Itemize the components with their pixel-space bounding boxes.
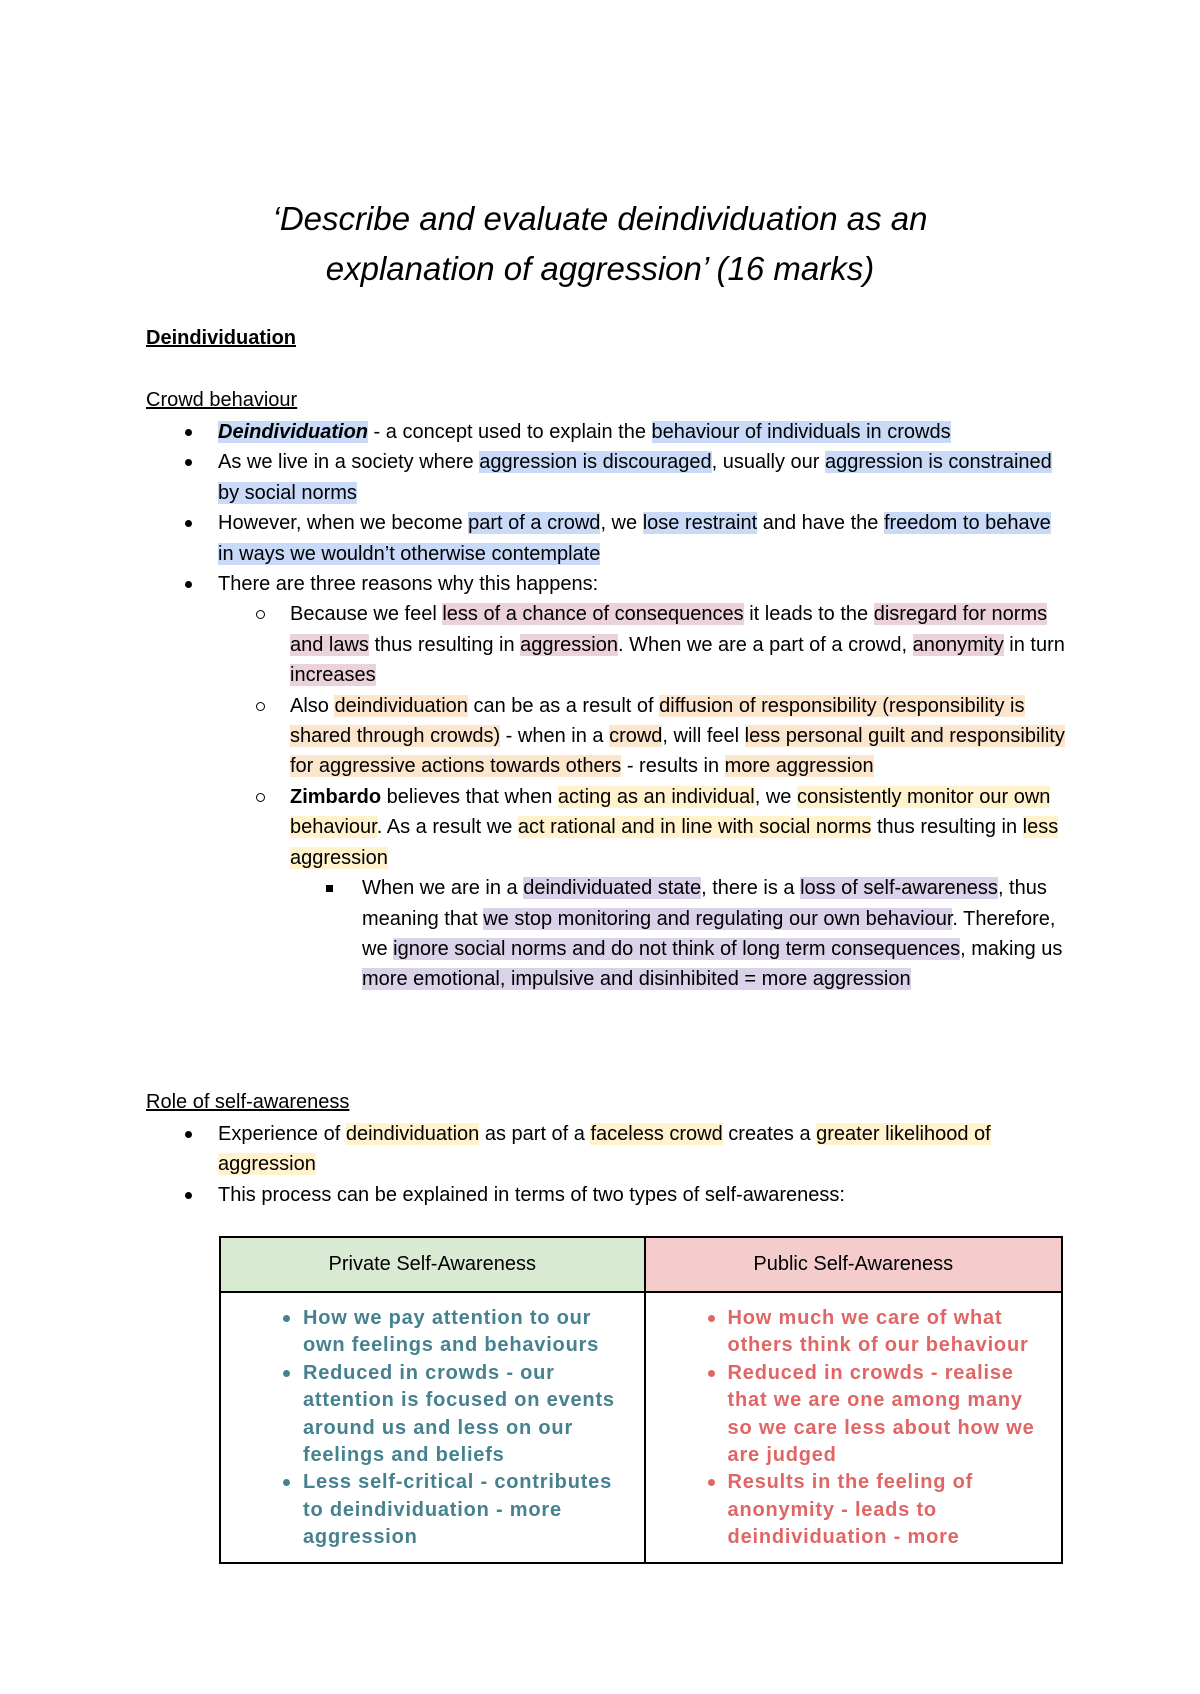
essay-title-line-2: explanation of aggression’ (16 marks) [325,250,875,287]
public-points-list [658,1305,1049,1552]
list-item: Less self-critical - contributes to deindividuation - more aggression [233,1469,632,1551]
table-header-row [220,1237,1062,1292]
list-item: Because we feel less of a chance of consequences it leads to the disregard for norms and laws thus resulting in aggression. When we are a part of a crowd, anonymity in turn increases [218,599,1066,690]
self-awareness-detail-list [290,873,1066,995]
private-points-list [233,1305,632,1552]
list-item: Deindividuation - a concept used to explain the behaviour of individuals in crowds [146,417,1066,447]
subheading-crowd-behaviour: Crowd behaviour [146,389,298,411]
list-item: However, when we become part of a crowd, we lose restraint and have the freedom to behave in ways we wouldn’t otherwise contemplate [146,508,1066,569]
self-awareness-notes [146,1119,1066,1210]
list-item: Results in the feeling of anonymity - leads to deindividuation - more [658,1469,1049,1551]
crowd-bullet-list [146,417,1066,995]
public-self-awareness-cell [645,1292,1062,1563]
public-self-awareness-header: Public Self-Awareness [645,1237,1062,1292]
list-item: Reduced in crowds - our attention is focused on events around us and less on our feelings and beliefs [233,1360,632,1470]
list-item: Zimbardo believes that when acting as an individual, we consistently monitor our own behaviour. As a result we act rational and in line with social norms thus resulting in less aggression When we are in a deindividuated state, there is a loss of self-awareness, thus meaning that we stop monitoring and regulating our own behaviour. Therefore, we ignore social norms and do not think of long term consequences, making us more emotional, impulsive and disinhibited = more aggression [218,782,1066,995]
subheading-role-of-self-awareness: Role of self-awareness [146,1091,350,1113]
self-awareness-table [219,1236,1063,1564]
list-item: This process can be explained in terms of two types of self-awareness: [146,1180,1066,1210]
table-row [220,1292,1062,1563]
private-self-awareness-header: Private Self-Awareness [220,1237,645,1292]
self-awareness-bullet-list [146,1119,1066,1210]
section-heading-deindividuation: Deindividuation [146,327,296,349]
crowd-behaviour-notes [146,417,1066,995]
list-item: How much we care of what others think of our behaviour [658,1305,1049,1360]
list-item: Also deindividuation can be as a result of diffusion of responsibility (responsibility is shared through crowds) - when in a crowd, will feel less personal guilt and responsibility for aggressive actions towards others - results in more aggression [218,691,1066,782]
list-item: As we live in a society where aggression is discouraged, usually our aggression is constrained by social norms [146,447,1066,508]
list-item: There are three reasons why this happens: Because we feel less of a chance of consequences it leads to the disregard for norms and laws thus resulting in aggression. When we are a part of a crowd, anonymity in turn increases Also deindividuation can be as a result of diffusion of responsibility (responsibility is shared through crowds) - when in a crowd, will feel less personal guilt and responsibility for aggressive actions towards others - results in more aggression Zimbardo believes that when acting as an individual, we consistently monitor our own behaviour. As a result we act rational and in line with social norms thus resulting in less aggression When we are in a deindividuated state, there is a loss of self-awareness, thus meaning that we stop monitoring and regulating our own behaviour. Therefore, we ignore social norms and do not think of long term consequences, making us more emotional, impulsive and disinhibited = more aggression [146,569,1066,995]
essay-title [100,194,1100,294]
essay-title-line-1: ‘Describe and evaluate deindividuation as an [272,200,928,237]
list-item: How we pay attention to our own feelings and behaviours [233,1305,632,1360]
list-item: Experience of deindividuation as part of a faceless crowd creates a greater likelihood of aggression [146,1119,1066,1180]
reasons-list [218,599,1066,994]
private-self-awareness-cell [220,1292,645,1563]
list-item: When we are in a deindividuated state, there is a loss of self-awareness, thus meaning that we stop monitoring and regulating our own behaviour. Therefore, we ignore social norms and do not think of long term consequences, making us more emotional, impulsive and disinhibited = more aggression [290,873,1066,995]
list-item: Reduced in crowds - realise that we are one among many so we care less about how we are judged [658,1360,1049,1470]
